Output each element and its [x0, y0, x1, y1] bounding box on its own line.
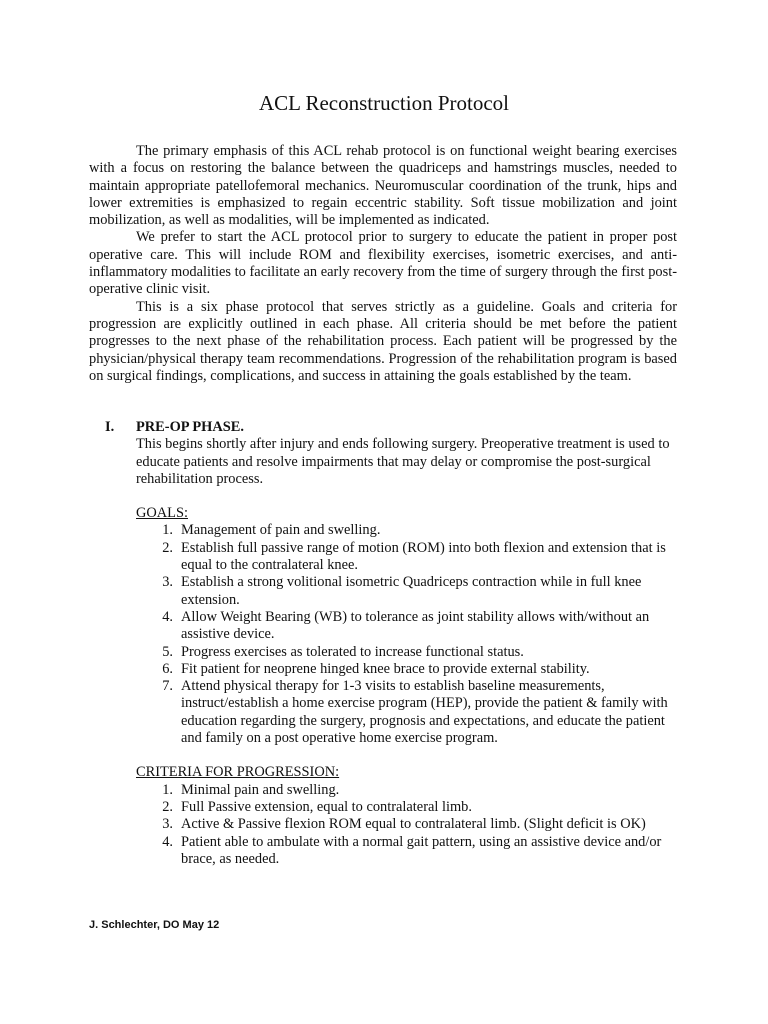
list-item-number: 7.: [162, 678, 173, 695]
list-item: [136, 609, 676, 644]
list-item-text: Management of pain and swelling.: [181, 522, 381, 539]
list-item-text: Patient able to ambulate with a normal gait pattern, using an assistive device and/or brace, as needed.: [181, 833, 662, 867]
document-footer: J. Schlechter, DO May 12: [89, 919, 220, 931]
list-item-number: 4.: [162, 608, 173, 625]
intro-paragraph: The primary emphasis of this ACL rehab protocol is on functional weight bearing exercises with a focus on restoring the balance between the quadriceps and hamstrings muscles, needed to maintain appropriate patellofemoral mechanics. Neuromuscular coordination of the trunk, hips and lower extremities is emphasized to regain eccentric stability. Soft tissue mobilization and joint mobilization, as well as modalities, will be implemented as indicated.: [89, 143, 677, 229]
list-item-text: Progress exercises as tolerated to increase functional status.: [181, 643, 524, 660]
section-description: This begins shortly after injury and ends following surgery. Preoperative treatment is used to educate patients and resolve impairments that may delay or compromise the post-surgical rehabilitation process.: [136, 436, 670, 487]
criteria-heading: CRITERIA FOR PROGRESSION:: [136, 764, 340, 781]
list-item-number: 3.: [162, 816, 173, 833]
list-item-number: 1.: [162, 781, 173, 798]
list-item-text: Establish a strong volitional isometric Quadriceps contraction while in full knee extension.: [181, 574, 642, 608]
list-item-number: 3.: [162, 574, 173, 591]
section-body: [136, 436, 676, 868]
list-item: [136, 678, 676, 747]
list-item-number: 4.: [162, 833, 173, 850]
intro-section: [89, 143, 677, 385]
intro-paragraph: We prefer to start the ACL protocol prior to surgery to educate the patient in proper post operative care. This will include ROM and flexibility exercises, isometric exercises, and anti-inflammatory modalities to facilitate an early recovery from the time of surgery through the first post-operative clinic visit.: [89, 229, 677, 298]
pre-op-phase-section: [89, 419, 689, 868]
list-item-number: 6.: [162, 660, 173, 677]
list-item: [136, 816, 676, 833]
list-item-text: Attend physical therapy for 1-3 visits to establish baseline measurements, instruct/establish a home exercise program (HEP), provide the patient & family with education regarding the surgery, prognosis and expectations, and educate the patient and family on a post operative home exercise program.: [181, 678, 668, 747]
list-item-text: Full Passive extension, equal to contralateral limb.: [181, 798, 472, 815]
list-item-text: Minimal pain and swelling.: [181, 781, 340, 798]
list-item-number: 2.: [162, 539, 173, 556]
goals-heading: GOALS:: [136, 505, 188, 522]
list-item: [136, 834, 676, 869]
criteria-list: [136, 782, 676, 868]
list-item-number: 2.: [162, 798, 173, 815]
list-item: [136, 644, 676, 661]
list-item: [136, 799, 676, 816]
intro-paragraph: This is a six phase protocol that serves strictly as a guideline. Goals and criteria for progression are explicitly outlined in each phase. All criteria should be met before the patient progresses to the next phase of the rehabilitation process. Each patient will be progressed by the physician/physical therapy team recommendations. Progression of the rehabilitation program is based on surgical findings, complications, and success in attaining the goals established by the team.: [89, 298, 677, 384]
section-heading: [89, 419, 689, 436]
list-item-number: 5.: [162, 643, 173, 660]
list-item: [136, 540, 676, 575]
list-item: [136, 782, 676, 799]
goals-list: [136, 522, 676, 747]
document-title: ACL Reconstruction Protocol: [258, 91, 510, 115]
section-title: PRE-OP PHASE.: [136, 419, 244, 435]
list-item-text: Fit patient for neoprene hinged knee brace to provide external stability.: [181, 660, 590, 677]
list-item-text: Allow Weight Bearing (WB) to tolerance as joint stability allows with/without an assistive device.: [181, 608, 650, 643]
list-item-text: Active & Passive flexion ROM equal to contralateral limb. (Slight deficit is OK): [181, 816, 646, 833]
list-item-text: Establish full passive range of motion (ROM) into both flexion and extension that is equal to the contralateral knee.: [181, 539, 666, 574]
section-number: I.: [105, 419, 115, 435]
list-item: [136, 574, 676, 609]
list-item: [136, 661, 676, 678]
list-item: [136, 522, 676, 539]
list-item-number: 1.: [162, 522, 173, 539]
